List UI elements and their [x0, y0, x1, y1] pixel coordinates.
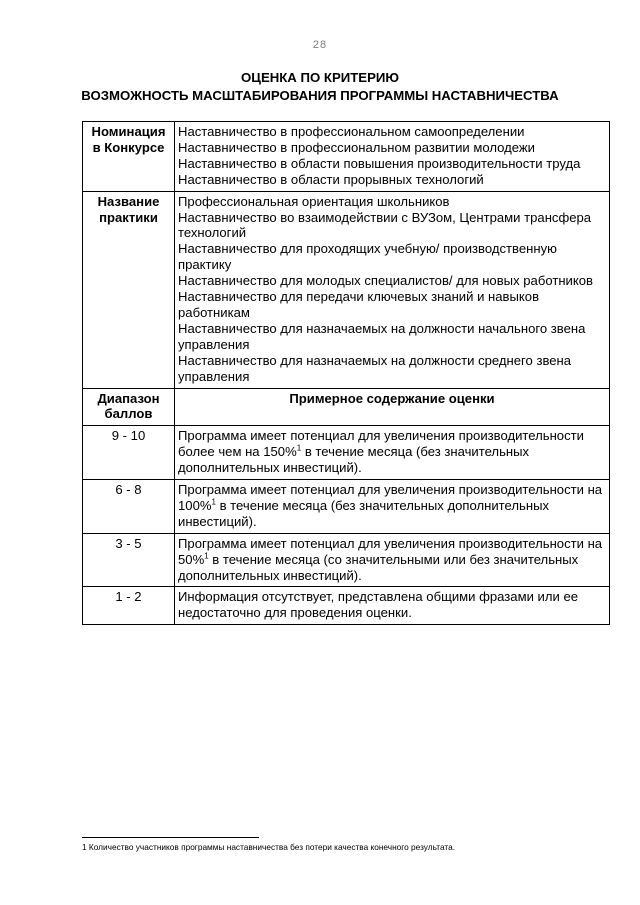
criteria-table: [82, 121, 610, 625]
score-description: [175, 480, 610, 534]
score-row: [83, 426, 610, 480]
nomination-item: Наставничество в профессиональном самоопределении: [178, 124, 525, 139]
practice-label-cell: [83, 191, 175, 388]
nomination-label-line-2: в Конкурсе: [92, 139, 165, 155]
score-row: [83, 480, 610, 534]
nomination-label-line-1: Номинация: [91, 124, 166, 139]
score-description-text: Программа имеет потенциал для увеличения производительности более чем на 150%: [178, 428, 584, 460]
practice-label-line-1: Название: [97, 193, 160, 209]
score-description-text: Программа имеет потенциал для увеличения производительности на 100%: [178, 482, 603, 513]
score-description-text: в течение месяца (без значительных дополнительных инвестиций).: [178, 444, 530, 476]
nomination-row: [83, 122, 610, 192]
footnote-ref: 1: [204, 551, 209, 561]
practice-item: Наставничество во взаимодействии с ВУЗом, Центрами трансфера технологий: [178, 209, 592, 241]
score-description-text: в течение месяца (со значительными или без значительных дополнительных инвестиций).: [178, 551, 579, 583]
practice-label-line-2: практики: [99, 209, 158, 225]
practice-item: Наставничество для молодых специалистов/ для новых работников: [178, 273, 593, 289]
footnote: 1 Количество участников программы наставничества без потери качества конечного результата.: [82, 842, 456, 852]
nomination-item: Наставничество в области прорывных технологий: [178, 171, 484, 187]
nomination-items-cell: [175, 122, 610, 192]
practice-item: Профессиональная ориентация школьников: [178, 193, 450, 209]
nomination-label-cell: [83, 122, 175, 192]
page-title-line-2: ВОЗМОЖНОСТЬ МАСШТАБИРОВАНИЯ ПРОГРАММЫ НАСТАВНИЧЕСТВА: [81, 88, 559, 103]
practice-row: [83, 191, 610, 388]
score-range: 6 - 8: [83, 480, 175, 534]
practice-item: Наставничество для назначаемых на должности начального звена управления: [178, 320, 586, 352]
practice-item: Наставничество для передачи ключевых знаний и навыков работникам: [178, 289, 540, 320]
nomination-item: Наставничество в профессиональном развитии молодежи: [178, 139, 535, 155]
nomination-item: Наставничество в области повышения производительности труда: [178, 155, 581, 171]
score-description: [175, 426, 610, 480]
score-header-row: [83, 388, 610, 426]
score-range-header-line-1: Диапазон: [97, 390, 160, 406]
footnote-ref: 1: [211, 497, 216, 507]
page-number: 28: [312, 39, 328, 51]
footnote-ref: 1: [296, 443, 302, 453]
score-range: 3 - 5: [83, 533, 175, 587]
practice-item: Наставничество для проходящих учебную/ производственную практику: [178, 241, 557, 273]
score-description: [175, 587, 610, 625]
score-row: [83, 533, 610, 587]
score-row: [83, 587, 610, 625]
score-range: 1 - 2: [83, 587, 175, 625]
practice-items-cell: [175, 191, 610, 388]
score-range-header: [83, 388, 175, 426]
footnote-separator: [82, 837, 259, 838]
score-description-text: Информация отсутствует, представлена общими фразами или ее недостаточно для проведения оценки.: [178, 589, 579, 621]
score-description-text: в течение месяца (без значительных дополнительных инвестиций).: [178, 497, 550, 529]
score-content-header: Примерное содержание оценки: [175, 388, 610, 426]
page-title-line-1: ОЦЕНКА ПО КРИТЕРИЮ: [241, 70, 399, 85]
score-range-header-line-2: баллов: [104, 406, 153, 422]
practice-item: Наставничество для назначаемых на должности среднего звена управления: [178, 352, 572, 384]
score-range: 9 - 10: [83, 426, 175, 480]
score-description: [175, 533, 610, 587]
score-description-text: Программа имеет потенциал для увеличения производительности на 50%: [178, 535, 603, 567]
